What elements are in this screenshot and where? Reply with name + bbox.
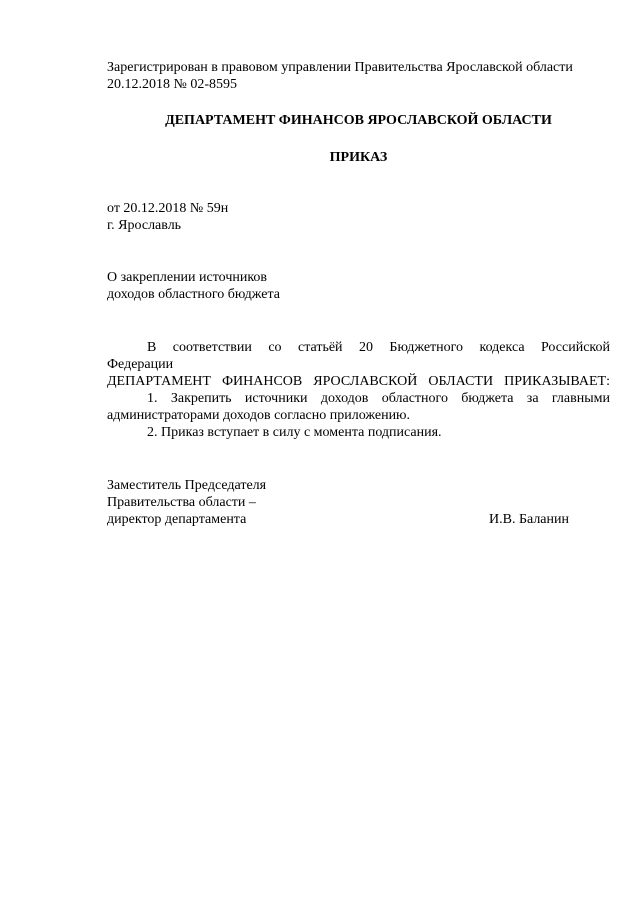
registration-stamp xyxy=(107,59,610,93)
signatory-title-line-3: директор департамента xyxy=(107,512,247,527)
order-subject xyxy=(107,269,280,303)
department-heading: ДЕПАРТАМЕНТ ФИНАНСОВ ЯРОСЛАВСКОЙ ОБЛАСТИ xyxy=(165,113,552,128)
item-1-line-2: администраторами доходов согласно приложению. xyxy=(107,408,411,423)
order-date-number: от 20.12.2018 № 59н xyxy=(107,201,229,216)
directive-line: ДЕПАРТАМЕНТ ФИНАНСОВ ЯРОСЛАВСКОЙ ОБЛАСТИ ПРИКАЗЫВАЕТ: xyxy=(107,374,610,389)
document-type-heading: ПРИКАЗ xyxy=(329,150,388,165)
registration-line-1: Зарегистрирован в правовом управлении Правительства Ярославской области xyxy=(107,60,573,75)
subject-line-2: доходов областного бюджета xyxy=(107,287,280,302)
subject-line-1: О закреплении источников xyxy=(107,270,268,285)
preamble-line-1: В соответствии со статьёй 20 Бюджетного кодекса Российской xyxy=(147,340,610,355)
signature-block xyxy=(107,477,610,528)
signature-row-1 xyxy=(107,477,610,494)
signatory-title-line-2: Правительства области – xyxy=(107,495,256,510)
order-body xyxy=(107,339,610,441)
signature-row-3 xyxy=(107,511,610,528)
preamble-line-2: Федерации xyxy=(107,357,174,372)
signatory-title-line-1: Заместитель Председателя xyxy=(107,478,267,493)
document-content xyxy=(107,59,610,527)
signature-row-2 xyxy=(107,494,610,511)
order-meta xyxy=(107,200,228,234)
item-1-line-1: 1. Закрепить источники доходов областного бюджета за главными xyxy=(147,391,610,406)
order-city: г. Ярославль xyxy=(107,218,182,233)
item-2: 2. Приказ вступает в силу с момента подписания. xyxy=(147,425,442,440)
signatory-name: И.В. Баланин xyxy=(489,512,570,527)
registration-line-2: 20.12.2018 № 02-8595 xyxy=(107,77,238,92)
